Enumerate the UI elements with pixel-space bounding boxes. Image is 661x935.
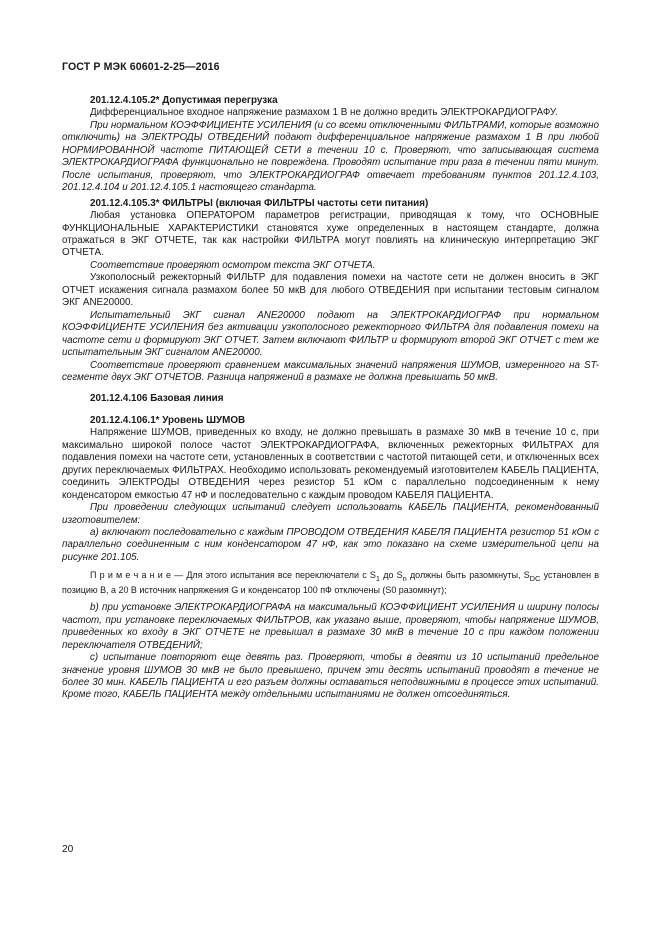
- test-paragraph: Соответствие проверяют сравнением максимальных значений напряжения ШУМОВ, измеренного на ST-сегменте двух ЭКГ ОТЧЕТОВ. Разница напряжений в размахе не должна превышать 50 мкВ.: [62, 359, 599, 383]
- paragraph: Любая установка ОПЕРАТОРОМ параметров регистрации, приводящая к тому, что ОСНОВНЫЕ ФУНКЦИОНАЛЬНЫЕ ХАРАКТЕРИСТИКИ становятся хуже определенных в настоящем стандарте, должна отражаться в ЭКГ ОТЧЕТЕ, так как настройки ФИЛЬТРА могут повлиять на клиническую интерпретацию ЭКГ ОТЧЕТА.: [62, 210, 599, 259]
- test-paragraph: a) включают последовательно с каждым ПРОВОДОМ ОТВЕДЕНИЯ КАБЕЛЯ ПАЦИЕНТА резистор 51 кОм с параллельно соединенным с ним конденсатором 47 нФ, как это показано на схеме измерительной цепи на рисунке 201.105.: [62, 526, 599, 563]
- section-heading: 201.12.4.105.2* Допустимая перегрузка: [90, 95, 278, 106]
- document-body: [62, 95, 599, 702]
- test-paragraph: Испытательный ЭКГ сигнал ANE20000 подают на ЭЛЕКТРОКАРДИОГРАФ при нормальном КОЭФФИЦИЕНТЕ УСИЛЕНИЯ без активации узкополосного режекторного ФИЛЬТРА для подавления помехи на частоте сети и формируют ЭКГ ОТЧЕТ. Затем включают ФИЛЬТР и формируют второй ЭКГ ОТЧЕТ с тем же испытательным ЭКГ сигналом ANE20000.: [62, 309, 599, 359]
- document-header: ГОСТ Р МЭК 60601-2-25—2016: [62, 61, 220, 73]
- section-heading: 201.12.4.106 Базовая линия: [90, 393, 224, 405]
- test-paragraph: При проведении следующих испытаний следует использовать КАБЕЛЬ ПАЦИЕНТА, рекомендованный изготовителем:: [62, 502, 599, 526]
- page-number: 20: [62, 844, 74, 855]
- section-heading: 201.12.4.106.1* Уровень ШУМОВ: [90, 414, 246, 426]
- section-heading: 201.12.4.105.3* ФИЛЬТРЫ (включая ФИЛЬТРЫ частоты сети питания): [90, 197, 429, 209]
- note-paragraph: П р и м е ч а н и е — Для этого испытания все переключатели с $S_1$ до $S_n$ должны быть разомкнуты, $S_{DC}$ установлен в позицию B, а 20 В источник напряжения G и конденсатор 100 пФ отключены (S0 разомкнут);: [62, 570, 599, 595]
- test-paragraph: При нормальном КОЭФФИЦИЕНТЕ УСИЛЕНИЯ (и со всеми отключенными ФИЛЬТРАМИ, которые возможно отключить) на ЭЛЕКТРОДЫ ОТВЕДЕНИЙ подают дифференциальное напряжение размахом 1 В при любой НОРМИРОВАННОЙ частоте ПИТАЮЩЕЙ СЕТИ в течении 10 с. Проверяют, что записывающая система ЭЛЕКТРОКАРДИОГРАФА функционально не повреждена. Проводят испытание три раза в течении пяти минут. После испытания, проверяют, что ЭЛЕКТРОКАРДИОГРАФ отвечает требованиям пунктов 201.12.4.103, 201.12.4.104 и 201.12.4.105.1 настоящего стандарта.: [62, 119, 599, 194]
- paragraph: Напряжение ШУМОВ, приведенных ко входу, не должно превышать в размахе 30 мкВ в течение 10 с, при максимально широкой полосе частот ЭЛЕКТРОКАРДИОГРАФА, включенных режекторных ФИЛЬТРАХ для подавления помехи на частоте сети, установленных в соответствии с частотой питающей сети, и отключенных всех других переключаемых ФИЛЬТРАХ. Необходимо использовать рекомендуемый изготовителем КАБЕЛЬ ПАЦИЕНТА, соединить ЭЛЕКТРОДЫ ОТВЕДЕНИЯ через резистор 51 кОм с параллельно подсоединенным к нему конденсатором емкостью 47 нФ и последовательно с каждым проводом КАБЕЛЯ ПАЦИЕНТА.: [62, 427, 599, 501]
- test-paragraph: b) при установке ЭЛЕКТРОКАРДИОГРАФА на максимальный КОЭФФИЦИЕНТ УСИЛЕНИЯ и ширину полосы частот, при установке переключаемых ФИЛЬТРОВ, как указано выше, проверяют, чтобы напряжение ШУМОВ, приведенных ко входу в ЭКГ ОТЧЕТЕ не превышал в размахе 30 мкВ в течение 10 с при каждом положении переключателя ОТВЕДЕНИЙ;: [62, 602, 599, 651]
- note-label: П р и м е ч а н и е: [90, 570, 171, 581]
- paragraph: Дифференциальное входное напряжение размахом 1 В не должно вредить ЭЛЕКТРОКАРДИОГРАФУ.: [90, 107, 558, 119]
- paragraph: Узкополосный режекторный ФИЛЬТР для подавления помехи на частоте сети не должен вносить в ЭКГ ОТЧЕТ искажения сигнала размахом более 50 мкВ для любого ОТВЕДЕНИЯ при испытании тестовым сигналом ЭКГ ANE20000.: [62, 272, 599, 309]
- test-paragraph: Соответствие проверяют осмотром текста ЭКГ ОТЧЕТА.: [90, 259, 376, 271]
- test-paragraph: c) испытание повторяют еще девять раз. Проверяют, чтобы в девяти из 10 испытаний предельное значение уровня ШУМОВ 30 мкВ не было превышено, причем эти десять испытаний проводят в течение не более 30 мин. КАБЕЛЬ ПАЦИЕНТА и его разъем должны оставаться неподвижными в процессе этих испытаний. Кроме того, КАБЕЛЬ ПАЦИЕНТА между отдельными испытаниями не должен отсоединяться.: [62, 652, 599, 701]
